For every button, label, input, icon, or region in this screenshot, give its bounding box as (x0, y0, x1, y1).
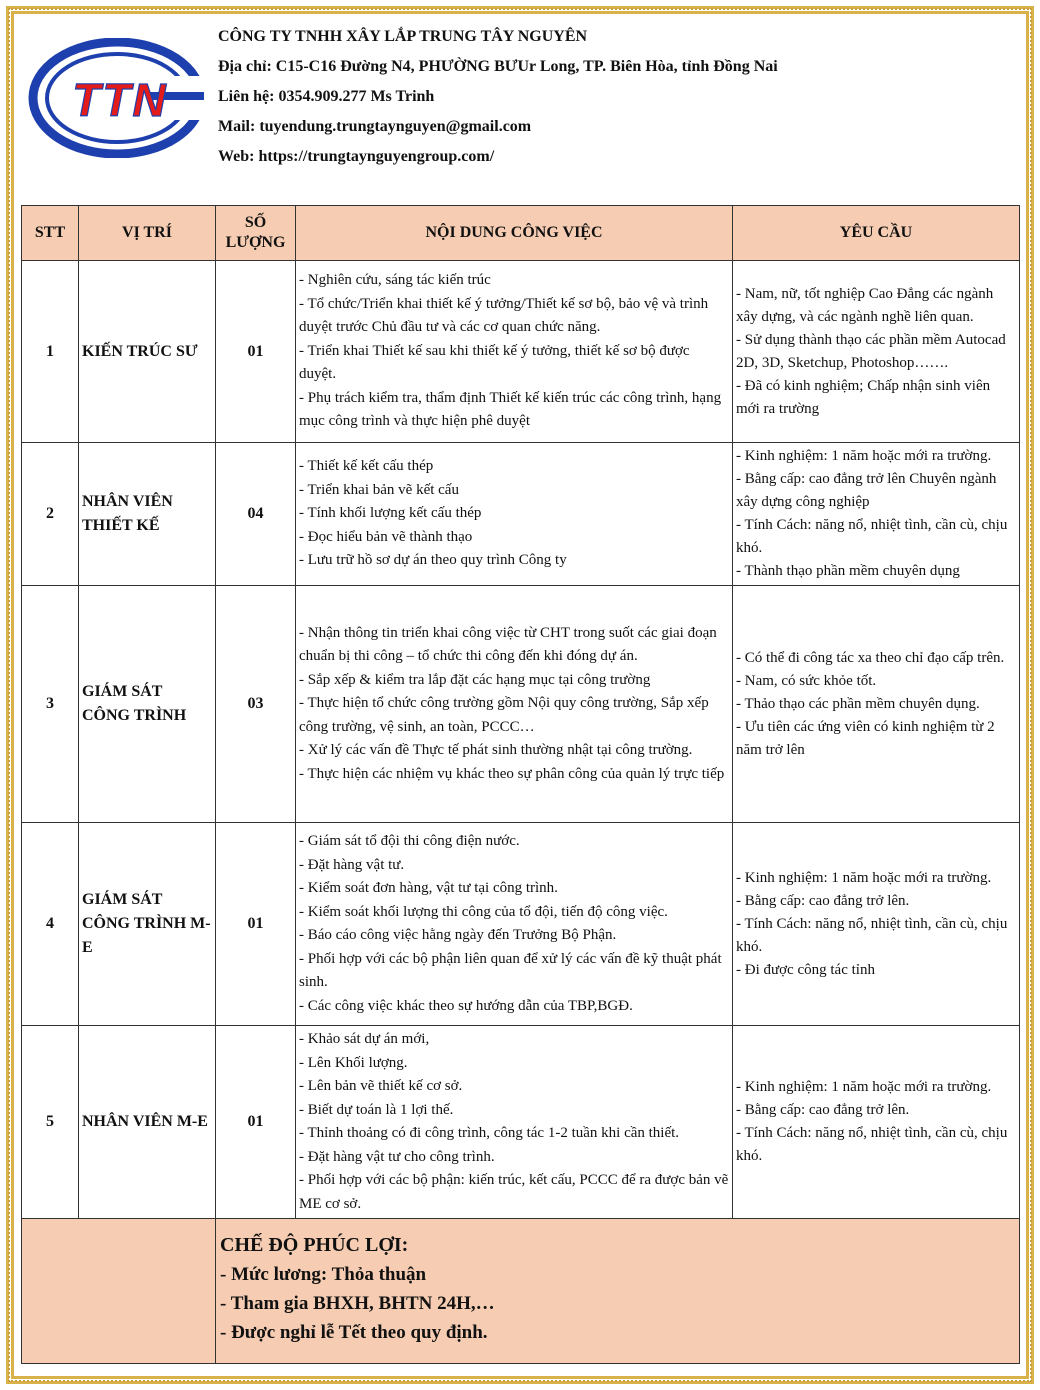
header-description: NỘI DUNG CÔNG VIỆC (296, 206, 733, 261)
list-item: - Bằng cấp: cao đẳng trở lên. (736, 892, 910, 909)
list-item: - Thực hiện tổ chức công trường gồm Nội quy công trường, Sắp xếp công trường, vệ sinh, an toàn, PCCC… (299, 695, 709, 735)
company-info (218, 22, 778, 172)
list-item: - Triển khai bản vẽ kết cấu (299, 481, 459, 498)
row-quantity: 01 (216, 1026, 296, 1219)
list-item: - Giám sát tổ đội thi công điện nước. (299, 833, 520, 849)
list-item: - Kinh nghiệm: 1 năm hoặc mới ra trường. (736, 869, 992, 886)
list-item: - Đi được công tác tỉnh (736, 961, 875, 978)
benefits-title: CHẾ ĐỘ PHÚC LỢI: (220, 1234, 409, 1256)
row-stt: 1 (22, 261, 79, 443)
list-item: - Đặt hàng vật tư. (299, 856, 405, 873)
benefit-item: - Tham gia BHXH, BHTN 24H,… (220, 1293, 495, 1314)
row-stt: 3 (22, 586, 79, 823)
list-item: - Tính Cách: năng nổ, nhiệt tình, cần cù, chịu khó. (736, 915, 1008, 955)
table-header-row (22, 206, 1020, 261)
row-position: NHÂN VIÊN M-E (79, 1026, 216, 1219)
company-logo (28, 38, 206, 158)
row-requirements (733, 1026, 1020, 1219)
row-position: KIẾN TRÚC SƯ (79, 261, 216, 443)
row-position: GIÁM SÁT CÔNG TRÌNH M-E (79, 823, 216, 1026)
company-address: Địa chỉ: C15-C16 Đường N4, PHƯỜNG BƯUr Long, TP. Biên Hòa, tỉnh Đồng Nai (218, 58, 778, 75)
list-item: - Thành thạo phần mềm chuyên dụng (736, 563, 960, 579)
list-item: - Bằng cấp: cao đẳng trở lên. (736, 1102, 910, 1118)
list-item: - Kiểm soát đơn hàng, vật tư tại công trình. (299, 880, 558, 896)
list-item: - Lưu trữ hồ sơ dự án theo quy trình Công ty (299, 552, 567, 569)
list-item: - Tính Cách: năng nổ, nhiệt tình, cần cù, chịu khó. (736, 517, 1008, 556)
list-item: - Nam, nữ, tốt nghiệp Cao Đẳng các ngành xây dựng, và các ngành nghề liên quan. (736, 285, 994, 325)
row-requirements (733, 823, 1020, 1026)
row-stt: 5 (22, 1026, 79, 1219)
list-item: - Tổ chức/Triển khai thiết kế ý tưởng/Thiết kế sơ bộ, bảo vệ và trình duyệt trước Chủ đầu tư và các cơ quan chức năng. (299, 295, 709, 336)
row-stt: 2 (22, 443, 79, 586)
list-item: - Tính Cách: năng nổ, nhiệt tình, cần cù, chịu khó. (736, 1125, 1008, 1164)
table-row (22, 443, 1020, 586)
table-row (22, 1026, 1020, 1219)
list-item: - Sắp xếp & kiểm tra lắp đặt các hạng mục tại công trường (299, 671, 651, 688)
list-item: - Thỉnh thoảng có đi công trình, công tác 1-2 tuần khi cần thiết. (299, 1125, 680, 1141)
list-item: - Khảo sát dự án mới, (299, 1031, 430, 1047)
row-position: GIÁM SÁT CÔNG TRÌNH (79, 586, 216, 823)
list-item: - Bằng cấp: cao đẳng trở lên Chuyên ngành xây dựng công nghiệp (736, 471, 997, 510)
list-item: - Tính khối lượng kết cấu thép (299, 505, 482, 522)
company-header (20, 18, 1020, 198)
list-item: - Phối hợp với các bộ phận: kiến trúc, kết cấu, PCCC để ra được bản vẽ ME cơ sở. (299, 1172, 729, 1212)
table-row (22, 586, 1020, 823)
row-description (296, 1026, 733, 1219)
header-quantity-line1: SỐ (244, 214, 267, 231)
benefits-section (216, 1219, 1020, 1364)
row-requirements (733, 443, 1020, 586)
company-mail[interactable]: Mail: tuyendung.trungtaynguyen@gmail.com (218, 118, 532, 135)
list-item: - Đọc hiểu bản vẽ thành thạo (299, 528, 473, 545)
list-item: - Đã có kinh nghiệm; Chấp nhận sinh viên mới ra trường (736, 377, 991, 417)
list-item: - Xử lý các vấn đề Thực tế phát sinh thường nhật tại công trường. (299, 742, 693, 759)
row-description (296, 443, 733, 586)
company-name: CÔNG TY TNHH XÂY LẮP TRUNG TÂY NGUYÊN (218, 28, 588, 45)
benefit-item: - Được nghỉ lễ Tết theo quy định. (220, 1322, 488, 1343)
list-item: - Thực hiện các nhiệm vụ khác theo sự phân công của quản lý trực tiếp (299, 765, 725, 782)
list-item: - Biết dự toán là 1 lợi thế. (299, 1101, 454, 1118)
header-stt: STT (22, 206, 79, 261)
list-item: - Nhận thông tin triển khai công việc từ CHT trong suốt các giai đoạn chuẩn bị thi công – tổ chức thi công đến khi đóng dự án. (299, 624, 717, 665)
benefits-row (22, 1219, 1020, 1364)
table-row (22, 823, 1020, 1026)
row-quantity: 01 (216, 823, 296, 1026)
list-item: - Thiết kế kết cấu thép (299, 458, 434, 475)
row-description (296, 586, 733, 823)
list-item: - Ưu tiên các ứng viên có kinh nghiệm từ 2 năm trở lên (736, 718, 995, 758)
row-quantity: 01 (216, 261, 296, 443)
header-requirements: YÊU CẦU (733, 206, 1020, 261)
header-quantity-line2: LƯỢNG (225, 234, 286, 251)
row-requirements (733, 261, 1020, 443)
list-item: - Lên bản vẽ thiết kế cơ sở. (299, 1078, 463, 1094)
benefits-spacer (22, 1219, 216, 1364)
list-item: - Các công việc khác theo sự hướng dẫn của TBP,BGĐ. (299, 997, 633, 1014)
list-item: - Sử dụng thành thạo các phần mềm Autocad 2D, 3D, Sketchup, Photoshop……. (736, 331, 1006, 371)
list-item: - Báo cáo công việc hằng ngày đến Trưởng Bộ Phận. (299, 927, 617, 943)
company-contact: Liên hệ: 0354.909.277 Ms Trinh (218, 88, 435, 105)
list-item: - Triển khai Thiết kế sau khi thiết kế ý tưởng, thiết kế sơ bộ được duyệt. (299, 342, 690, 383)
list-item: - Nam, có sức khỏe tốt. (736, 672, 877, 689)
list-item: - Thảo thạo các phần mềm chuyên dụng. (736, 695, 980, 712)
table-row (22, 261, 1020, 443)
benefit-item: - Mức lương: Thỏa thuận (220, 1264, 427, 1285)
list-item: - Đặt hàng vật tư cho công trình. (299, 1148, 495, 1165)
row-quantity: 04 (216, 443, 296, 586)
row-position: NHÂN VIÊN THIẾT KẾ (79, 443, 216, 586)
job-table (21, 205, 1020, 1364)
row-stt: 4 (22, 823, 79, 1026)
list-item: - Phối hợp với các bộ phận liên quan để xử lý các vấn đề kỹ thuật phát sinh. (299, 950, 722, 990)
logo-text: TTN (72, 74, 168, 126)
row-requirements (733, 586, 1020, 823)
list-item: - Kinh nghiệm: 1 năm hoặc mới ra trường. (736, 448, 992, 464)
header-quantity (216, 206, 296, 261)
header-position: VỊ TRÍ (79, 206, 216, 261)
row-quantity: 03 (216, 586, 296, 823)
list-item: - Kinh nghiệm: 1 năm hoặc mới ra trường. (736, 1079, 992, 1095)
company-web[interactable]: Web: https://trungtaynguyengroup.com/ (218, 148, 495, 165)
list-item: - Lên Khối lượng. (299, 1054, 408, 1071)
list-item: - Kiểm soát khối lượng thi công của tổ đội, tiến độ công việc. (299, 903, 668, 920)
row-description (296, 261, 733, 443)
list-item: - Nghiên cứu, sáng tác kiến trúc (299, 272, 491, 289)
row-description (296, 823, 733, 1026)
list-item: - Có thể đi công tác xa theo chỉ đạo cấp trên. (736, 649, 1005, 666)
list-item: - Phụ trách kiểm tra, thẩm định Thiết kế kiến trúc các công trình, hạng mục công trình và thực hiện phê duyệt (299, 389, 722, 430)
